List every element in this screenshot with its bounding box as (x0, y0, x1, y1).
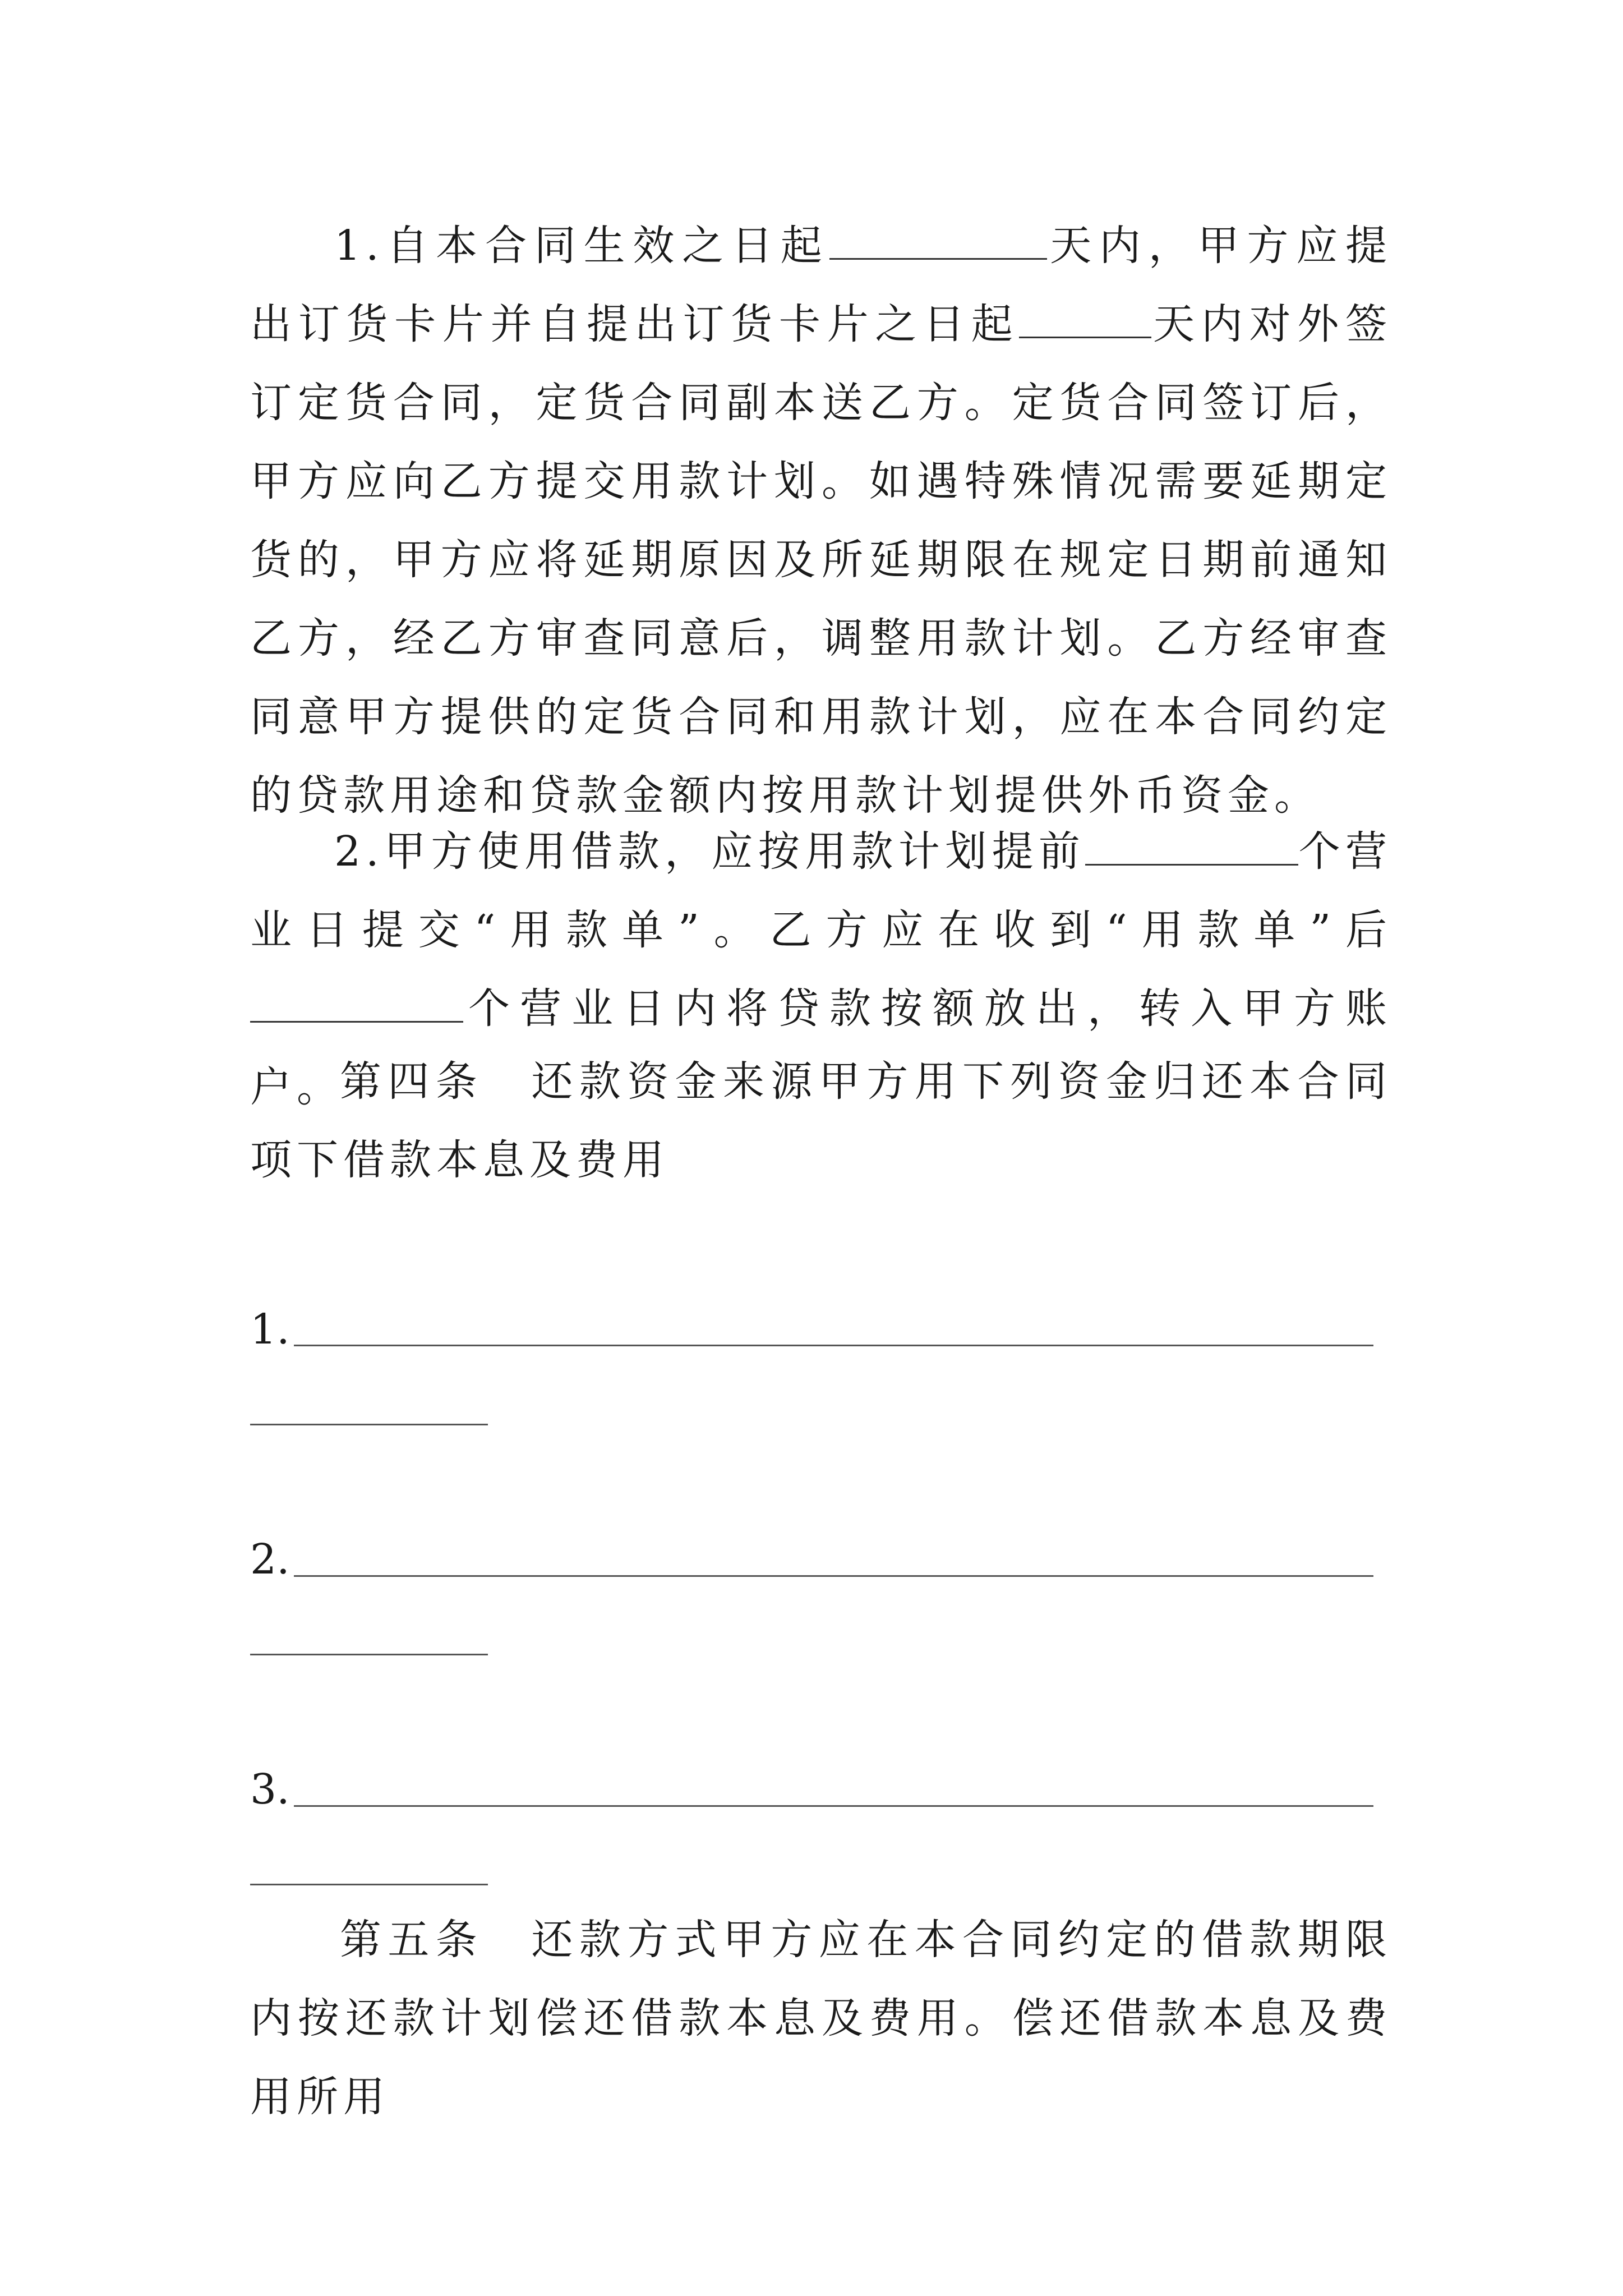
paragraph-text: 1.自本合同生效之日起 (334, 222, 830, 270)
blank-days-contract (1019, 292, 1151, 338)
article-4-repayment-source: 第四条 还款资金来源甲方用下列资金归还本合同项下借款本息及费用 (250, 1057, 1392, 1184)
blank-days-order-card (829, 213, 1047, 260)
blank-line (250, 1424, 488, 1425)
paragraph-loan-disbursement (250, 206, 1392, 835)
repayment-source-item-2: 2. (250, 1535, 290, 1584)
repayment-source-item-3: 3. (250, 1765, 290, 1814)
paragraph-text: 天内对外签订定货合同，定货合同副本送乙方。定货合同签订后，甲方应向乙方提交用款计划。如遇特殊情况需要延期定货的，甲方应将延期原因及所延期限在规定日期前通知乙方，经乙方审查同意后，调整用款计划。乙方经审查同意甲方提供的定货合同和用款计划，应在本合同约定的贷款用途和贷款金额内按用款计划提供外币资金。 (250, 300, 1393, 820)
paragraph-text: 天内，甲方应提出订货卡片并自提出订货卡片之日起 (250, 222, 1392, 348)
blank-line (294, 1345, 1373, 1346)
blank-line (250, 1884, 488, 1885)
paragraph-text: 个营业日提交“用款单”。乙方应在收到“用款单”后 (250, 827, 1393, 954)
repayment-source-item-1: 1. (250, 1305, 290, 1354)
blank-line (294, 1805, 1373, 1807)
blank-line (294, 1575, 1373, 1577)
blank-business-days-after (250, 976, 463, 1023)
paragraph-text: 个营业日内将贷款按额放出，转入甲方账户。 (250, 984, 1392, 1111)
blank-line (250, 1654, 488, 1655)
paragraph-text: 2.甲方使用借款，应按用款计划提前 (334, 827, 1086, 876)
article-5-repayment-method: 第五条 还款方式甲方应在本合同约定的借款期限内按还款计划偿还借款本息及费用。偿还借款本息及费用所用 (250, 1916, 1392, 2121)
blank-business-days-before (1085, 819, 1298, 866)
